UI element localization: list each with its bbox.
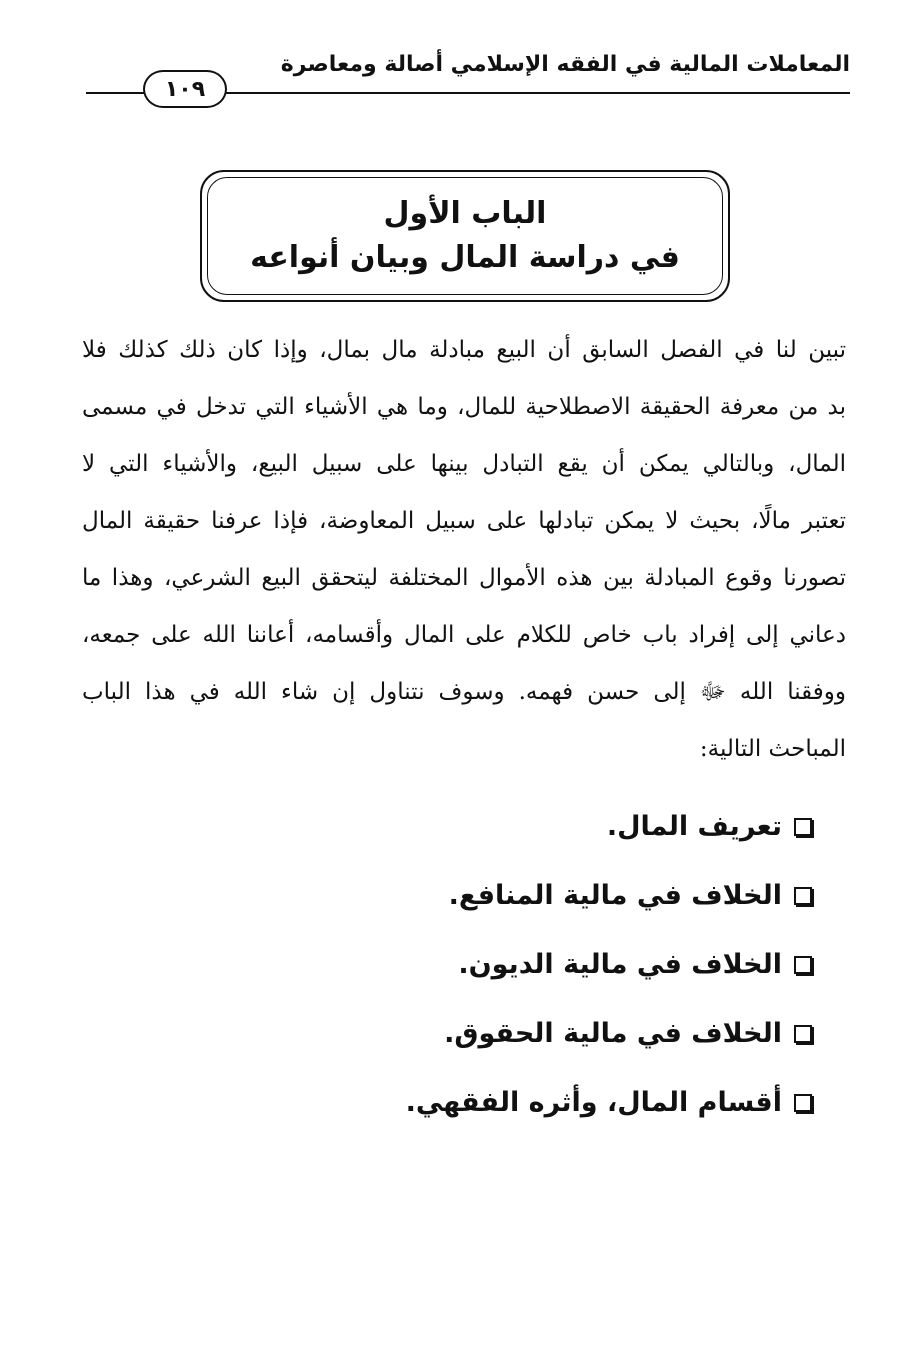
intro-paragraph xyxy=(82,322,846,778)
page-number: ١٠٩ xyxy=(143,70,227,108)
paragraph-line: تصورنا وقوع المبادلة بين هذه الأموال المختلفة ليتحقق البيع الشرعي، وهذا ما xyxy=(82,565,846,591)
list-item xyxy=(406,1068,812,1137)
list-item xyxy=(406,930,812,999)
topic-label: الخلاف في مالية الديون. xyxy=(458,949,782,980)
running-header-title: المعاملات المالية في الفقه الإسلامي أصالة ومعاصرة xyxy=(280,52,850,77)
chapter-title: الباب الأول xyxy=(383,195,547,231)
paragraph-line: دعاني إلى إفراد باب خاص للكلام على المال وأقسامه، أعاننا الله على جمعه، xyxy=(82,622,846,648)
topic-label: أقسام المال، وأثره الفقهي. xyxy=(405,1087,782,1118)
chapter-title-box xyxy=(207,177,723,295)
topic-label: الخلاف في مالية الحقوق. xyxy=(444,1018,782,1049)
paragraph-line: المباحث التالية: xyxy=(699,736,846,762)
paragraph-line: تعتبر مالًا، بحيث لا يمكن تبادلها على سبيل المعاوضة، فإذا عرفنا حقيقة المال xyxy=(82,508,846,534)
checkbox-bullet-icon xyxy=(794,1094,812,1112)
topic-label: تعريف المال. xyxy=(606,811,782,842)
paragraph-line: تبين لنا في الفصل السابق أن البيع مبادلة مال بمال، وإذا كان ذلك كذلك فلا xyxy=(82,337,846,363)
checkbox-bullet-icon xyxy=(794,818,812,836)
checkbox-bullet-icon xyxy=(794,1025,812,1043)
paragraph-line: المال، وبالتالي يمكن أن يقع التبادل بينها على سبيل البيع، والأشياء التي لا xyxy=(82,451,846,477)
list-item xyxy=(406,792,812,861)
paragraph-line: ووفقنا الله ﷻ إلى حسن فهمه. وسوف نتناول إن شاء الله في هذا الباب xyxy=(82,679,846,705)
checkbox-bullet-icon xyxy=(794,887,812,905)
paragraph-line: بد من معرفة الحقيقة الاصطلاحية للمال، وما هي الأشياء التي تدخل في مسمى xyxy=(82,394,846,420)
topic-label: الخلاف في مالية المنافع. xyxy=(448,880,782,911)
list-item xyxy=(406,861,812,930)
chapter-subtitle: في دراسة المال وبيان أنواعه xyxy=(250,240,680,275)
checkbox-bullet-icon xyxy=(794,956,812,974)
list-item xyxy=(406,999,812,1068)
topics-list xyxy=(406,792,812,1137)
